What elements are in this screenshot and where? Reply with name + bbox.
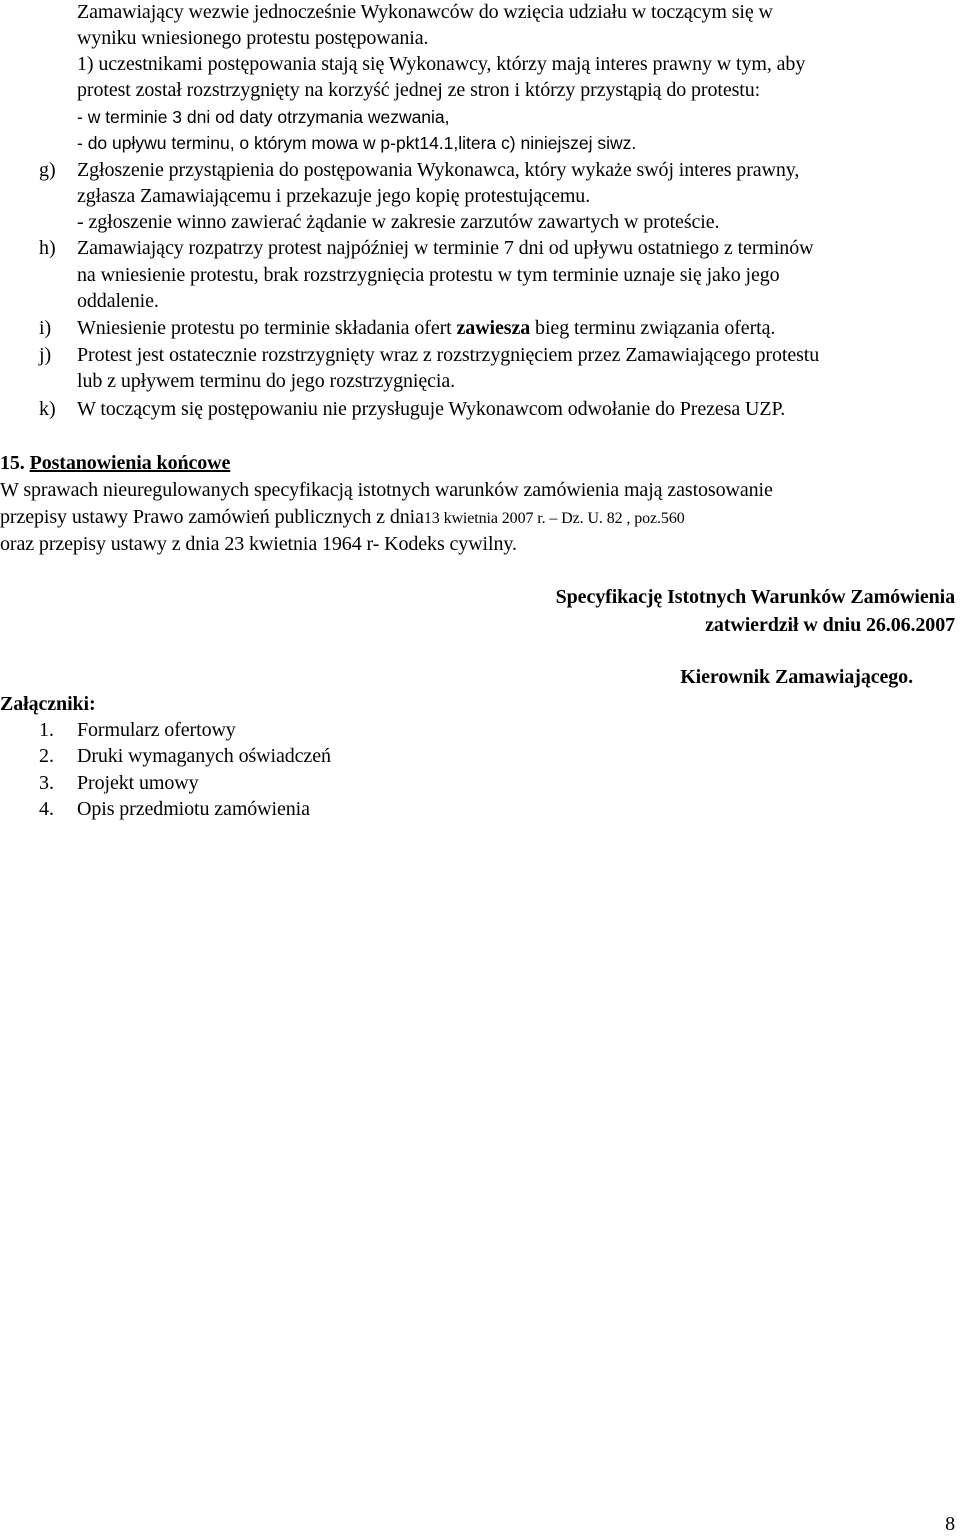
item-g-marker: g) (39, 159, 56, 181)
intro-line-1: Zamawiający wezwie jednocześnie Wykonawców do wzięcia udziału w toczącym się w (77, 1, 773, 23)
point1-line-3: - w terminie 3 dni od daty otrzymania wezwania, (77, 107, 450, 127)
attachments-heading: Załączniki: (0, 693, 96, 715)
section-15-line-2 (0, 505, 685, 531)
approval-line-2: zatwierdził w dniu 26.06.2007 (705, 614, 955, 636)
attachment-3-number: 3. (39, 772, 54, 794)
item-i-text-after: bieg terminu związania ofertą. (530, 317, 776, 339)
attachment-2-label: Druki wymaganych oświadczeń (77, 745, 331, 767)
item-h-marker: h) (39, 237, 56, 259)
intro-line-2: wyniku wniesionego protestu postępowania. (77, 27, 429, 49)
approval-line-3: Kierownik Zamawiającego. (680, 666, 913, 688)
section-15-number: 15. (0, 452, 25, 474)
section-15-line-3: oraz przepisy ustawy z dnia 23 kwietnia 1964 r- Kodeks cywilny. (0, 533, 517, 555)
section-15-heading (0, 451, 230, 475)
item-i-line (77, 316, 775, 340)
attachment-3-label: Projekt umowy (77, 772, 199, 794)
section-15-line-1: W sprawach nieuregulowanych specyfikacją istotnych warunków zamówienia mają zastosowanie (0, 479, 773, 501)
item-g-line-3: - zgłoszenie winno zawierać żądanie w zakresie zarzutów zawartych w proteście. (77, 211, 720, 233)
item-j-line-2: lub z upływem terminu do jego rozstrzygnięcia. (77, 370, 456, 392)
item-k-marker: k) (39, 398, 56, 420)
section-15-line-2-main: przepisy ustawy Prawo zamówień publicznych z dnia (0, 506, 424, 528)
item-i-text-before: Wniesienie protestu po terminie składania ofert (77, 317, 457, 339)
point1-line-1: 1) uczestnikami postępowania stają się Wykonawcy, którzy mają interes prawny w tym, aby (77, 53, 806, 75)
item-j-line-1: Protest jest ostatecznie rozstrzygnięty wraz z rozstrzygnięciem przez Zamawiającego protestu (77, 344, 820, 366)
point1-line-2: protest został rozstrzygnięty na korzyść jednej ze stron i którzy przystąpią do protestu: (77, 79, 761, 101)
item-i-text-bold: zawiesza (456, 317, 531, 339)
item-j-marker: j) (39, 344, 52, 366)
item-g-line-2: zgłasza Zamawiającemu i przekazuje jego kopię protestującemu. (77, 185, 591, 207)
section-15-title: Postanowienia końcowe (29, 452, 231, 474)
item-k-line-1: W toczącym się postępowaniu nie przysługuje Wykonawcom odwołanie do Prezesa UZP. (77, 398, 786, 420)
attachment-4-number: 4. (39, 798, 54, 820)
page-number: 8 (945, 1513, 955, 1535)
approval-line-1: Specyfikację Istotnych Warunków Zamówienia (555, 586, 955, 608)
point1-line-4: - do upływu terminu, o którym mowa w p-pkt14.1,litera c) niniejszej siwz. (77, 133, 637, 153)
attachment-2-number: 2. (39, 745, 54, 767)
item-h-line-2: na wniesienie protestu, brak rozstrzygnięcia protestu w tym terminie uznaje się jako jego (77, 264, 780, 286)
attachment-4-label: Opis przedmiotu zamówienia (77, 798, 310, 820)
item-h-line-1: Zamawiający rozpatrzy protest najpóźniej w terminie 7 dni od upływu ostatniego z terminów (77, 237, 814, 259)
item-h-line-3: oddalenie. (77, 290, 159, 312)
item-i-marker: i) (39, 317, 52, 339)
item-g-line-1: Zgłoszenie przystąpienia do postępowania Wykonawca, który wykaże swój interes prawny, (77, 159, 800, 181)
attachment-1-number: 1. (39, 719, 54, 741)
attachment-1-label: Formularz ofertowy (77, 719, 236, 741)
section-15-line-2-small: 13 kwietnia 2007 r. – Dz. U. 82 , poz.560 (423, 510, 685, 527)
